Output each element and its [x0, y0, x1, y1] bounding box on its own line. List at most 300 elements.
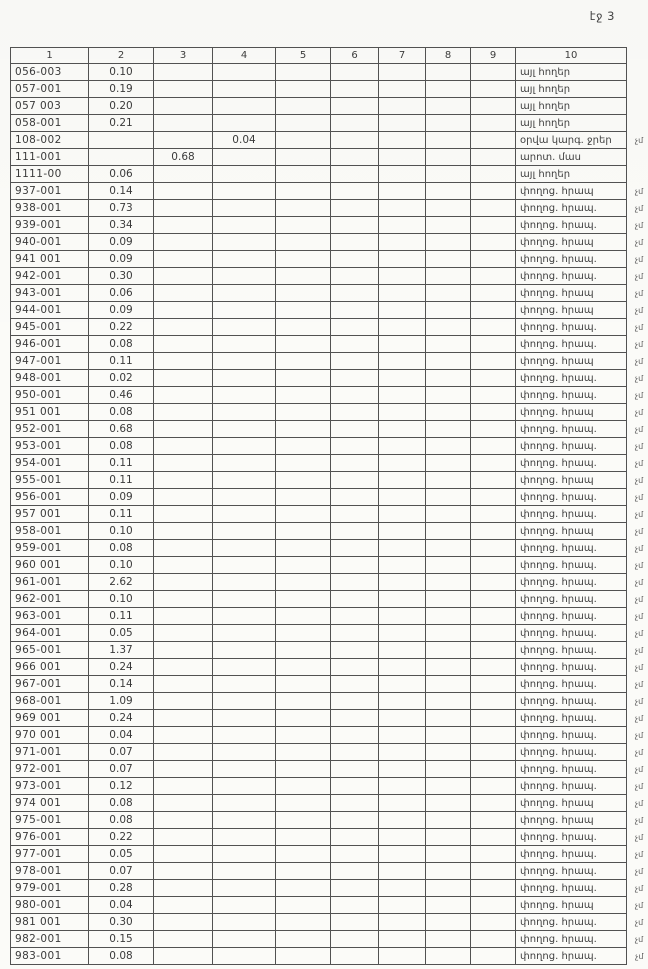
column-header-1: 1: [11, 48, 89, 64]
cell-margin-note: չմ: [634, 203, 644, 213]
cell-value-5: [276, 642, 331, 659]
cell-parcel-code: 944-001: [11, 302, 89, 319]
cell-landuse: փողոց. հրապ.: [516, 251, 627, 268]
table-row: [11, 506, 648, 523]
table-row: [11, 64, 648, 81]
cell-parcel-code: 965-001: [11, 642, 89, 659]
cell-value-4: [213, 353, 276, 370]
cell-landuse: փողոց. հրապ.: [516, 863, 627, 880]
cell-value-4: [213, 506, 276, 523]
cell-value-8: [426, 659, 471, 676]
cell-value-9: [471, 336, 516, 353]
cell-value-5: [276, 149, 331, 166]
cell-parcel-code: 976-001: [11, 829, 89, 846]
cell-landuse: փողոց. հրապ: [516, 302, 627, 319]
cell-value-3: [154, 115, 213, 132]
cell-value-4: [213, 812, 276, 829]
cell-landuse: փողոց. հրապ.: [516, 387, 627, 404]
cell-value-3: [154, 591, 213, 608]
cell-value-2: 1.37: [89, 642, 154, 659]
cell-value-3: [154, 183, 213, 200]
cell-value-7: [379, 336, 426, 353]
cell-value-3: [154, 863, 213, 880]
cell-value-4: [213, 149, 276, 166]
cell-value-2: 0.05: [89, 846, 154, 863]
cell-value-2: 0.11: [89, 455, 154, 472]
cell-value-9: [471, 285, 516, 302]
cell-parcel-code: 950-001: [11, 387, 89, 404]
cell-value-8: [426, 744, 471, 761]
cell-value-8: [426, 693, 471, 710]
cell-value-3: [154, 761, 213, 778]
cell-value-5: [276, 285, 331, 302]
cell-value-7: [379, 421, 426, 438]
cell-value-4: [213, 115, 276, 132]
table-row: [11, 336, 648, 353]
cell-value-6: [331, 659, 379, 676]
cell-value-4: [213, 710, 276, 727]
cell-landuse: փողոց. հրապ: [516, 285, 627, 302]
cell-value-4: [213, 846, 276, 863]
cell-value-5: [276, 591, 331, 608]
cell-value-4: [213, 285, 276, 302]
cell-value-5: [276, 302, 331, 319]
cell-margin-note: չմ: [634, 679, 644, 689]
table-row: [11, 302, 648, 319]
cell-value-9: [471, 693, 516, 710]
cell-value-7: [379, 642, 426, 659]
cell-value-8: [426, 948, 471, 965]
cell-value-9: [471, 149, 516, 166]
cell-value-6: [331, 727, 379, 744]
cell-value-7: [379, 64, 426, 81]
cell-value-4: [213, 523, 276, 540]
cell-value-4: [213, 761, 276, 778]
cell-landuse: փողոց. հրապ.: [516, 948, 627, 965]
cell-value-5: [276, 574, 331, 591]
column-header-4: 4: [213, 48, 276, 64]
cell-value-2: 0.06: [89, 285, 154, 302]
cell-value-7: [379, 591, 426, 608]
cell-margin-note: չմ: [634, 237, 644, 247]
cell-margin-note: չմ: [634, 747, 644, 757]
cell-value-7: [379, 200, 426, 217]
cell-value-7: [379, 625, 426, 642]
cell-value-2: 2.62: [89, 574, 154, 591]
cell-value-5: [276, 846, 331, 863]
cell-value-5: [276, 829, 331, 846]
cell-value-4: [213, 625, 276, 642]
cell-value-6: [331, 897, 379, 914]
cell-value-5: [276, 608, 331, 625]
cell-value-2: 0.07: [89, 744, 154, 761]
cell-value-2: 0.22: [89, 319, 154, 336]
cell-value-5: [276, 387, 331, 404]
cell-landuse: փողոց. հրապ.: [516, 710, 627, 727]
cell-margin-note: չմ: [634, 186, 644, 196]
cell-value-9: [471, 506, 516, 523]
cell-margin-note: չմ: [634, 220, 644, 230]
cell-landuse: փողոց. հրապ: [516, 234, 627, 251]
cell-value-8: [426, 234, 471, 251]
cell-value-7: [379, 812, 426, 829]
cell-value-9: [471, 404, 516, 421]
cell-value-4: [213, 659, 276, 676]
cell-margin-note: չմ: [634, 611, 644, 621]
cell-value-3: [154, 506, 213, 523]
cell-value-6: [331, 812, 379, 829]
cell-value-6: [331, 676, 379, 693]
cell-margin-note: [627, 166, 648, 183]
cell-value-7: [379, 676, 426, 693]
cell-margin-note: չմ: [634, 594, 644, 604]
cell-value-6: [331, 574, 379, 591]
cell-parcel-code: 1111-00: [11, 166, 89, 183]
cell-value-8: [426, 370, 471, 387]
header-row: [11, 48, 648, 64]
cell-value-6: [331, 268, 379, 285]
cell-parcel-code: 958-001: [11, 523, 89, 540]
cell-value-5: [276, 931, 331, 948]
cell-value-4: [213, 319, 276, 336]
cell-value-9: [471, 897, 516, 914]
column-header-10: 10: [516, 48, 627, 64]
cell-value-8: [426, 778, 471, 795]
cell-value-4: [213, 914, 276, 931]
cell-parcel-code: 938-001: [11, 200, 89, 217]
cell-value-8: [426, 472, 471, 489]
cell-value-6: [331, 710, 379, 727]
cell-landuse: փողոց. հրապ.: [516, 557, 627, 574]
cell-margin-note: չմ: [634, 509, 644, 519]
cell-value-2: 0.22: [89, 829, 154, 846]
cell-landuse: օրվա կարգ. ջրեր: [516, 132, 627, 149]
cell-value-2: 0.73: [89, 200, 154, 217]
cell-value-3: [154, 132, 213, 149]
cell-value-9: [471, 319, 516, 336]
cell-parcel-code: 983-001: [11, 948, 89, 965]
cell-margin-note: չմ: [635, 951, 644, 961]
table-row: [11, 676, 648, 693]
cell-parcel-code: 970 001: [11, 727, 89, 744]
cell-value-6: [331, 523, 379, 540]
cell-value-5: [276, 166, 331, 183]
cell-value-5: [276, 523, 331, 540]
cell-value-6: [331, 115, 379, 132]
cell-value-3: [154, 897, 213, 914]
cell-value-7: [379, 778, 426, 795]
cell-value-7: [379, 268, 426, 285]
cell-value-8: [426, 149, 471, 166]
cell-value-3: [154, 557, 213, 574]
cell-value-2: 0.46: [89, 387, 154, 404]
cell-value-2: [89, 149, 154, 166]
cell-margin-note: չմ: [634, 781, 644, 791]
cell-parcel-code: 952-001: [11, 421, 89, 438]
cell-value-4: [213, 863, 276, 880]
cell-value-4: [213, 234, 276, 251]
cell-landuse: փողոց. հրապ.: [516, 914, 627, 931]
cell-value-7: [379, 557, 426, 574]
cell-value-7: [379, 829, 426, 846]
cell-value-5: [276, 64, 331, 81]
cell-landuse: փողոց. հրապ.: [516, 761, 627, 778]
cell-value-3: [154, 625, 213, 642]
cell-margin-note: [627, 115, 648, 132]
cell-landuse: փողոց. հրապ.: [516, 625, 627, 642]
cell-value-9: [471, 744, 516, 761]
cell-value-9: [471, 353, 516, 370]
cell-value-2: 0.04: [89, 727, 154, 744]
cell-value-7: [379, 608, 426, 625]
table-row: [11, 608, 648, 625]
cell-margin-note: չմ: [634, 526, 644, 536]
cell-value-6: [331, 336, 379, 353]
column-header-6: 6: [331, 48, 379, 64]
cell-value-5: [276, 455, 331, 472]
cell-value-5: [276, 489, 331, 506]
cell-landuse: այլ հողեր: [516, 81, 627, 98]
cell-value-7: [379, 761, 426, 778]
table-row: [11, 285, 648, 302]
cell-value-9: [471, 914, 516, 931]
cell-value-9: [471, 659, 516, 676]
cell-parcel-code: 057 003: [11, 98, 89, 115]
cell-value-7: [379, 302, 426, 319]
cell-value-8: [426, 710, 471, 727]
cell-value-2: 0.10: [89, 523, 154, 540]
cell-margin-note: չմ: [634, 900, 644, 910]
cell-value-4: [213, 557, 276, 574]
table-row: [11, 693, 648, 710]
cell-value-3: [154, 710, 213, 727]
table-row: [11, 404, 648, 421]
cell-value-3: [154, 268, 213, 285]
cell-value-9: [471, 438, 516, 455]
cell-parcel-code: 942-001: [11, 268, 89, 285]
cell-parcel-code: 056-003: [11, 64, 89, 81]
cell-value-7: [379, 81, 426, 98]
cell-value-3: [154, 370, 213, 387]
cell-value-5: [276, 710, 331, 727]
cell-value-7: [379, 523, 426, 540]
cell-value-8: [426, 81, 471, 98]
cell-value-5: [276, 948, 331, 965]
cell-value-9: [471, 200, 516, 217]
cell-margin-note: [627, 149, 648, 166]
cell-value-3: [154, 319, 213, 336]
cell-value-8: [426, 523, 471, 540]
cell-value-5: [276, 200, 331, 217]
cell-value-3: [154, 693, 213, 710]
cell-value-9: [471, 268, 516, 285]
table-row: [11, 710, 648, 727]
cell-parcel-code: 973-001: [11, 778, 89, 795]
cell-value-4: [213, 642, 276, 659]
cell-value-2: 0.30: [89, 268, 154, 285]
cell-value-3: [154, 387, 213, 404]
cell-parcel-code: 966 001: [11, 659, 89, 676]
cell-parcel-code: 979-001: [11, 880, 89, 897]
table-row: [11, 761, 648, 778]
cell-value-6: [331, 557, 379, 574]
cell-value-4: [213, 455, 276, 472]
table-row: [11, 880, 648, 897]
cell-value-5: [276, 659, 331, 676]
cell-value-5: [276, 880, 331, 897]
cell-landuse: փողոց. հրապ.: [516, 268, 627, 285]
cell-value-8: [426, 829, 471, 846]
cell-value-9: [471, 727, 516, 744]
cell-value-8: [426, 574, 471, 591]
cell-value-5: [276, 727, 331, 744]
cell-value-5: [276, 795, 331, 812]
cell-value-7: [379, 506, 426, 523]
cell-value-2: 0.08: [89, 336, 154, 353]
cell-value-4: [213, 166, 276, 183]
cell-landuse: փողոց. հրապ.: [516, 540, 627, 557]
cell-value-5: [276, 557, 331, 574]
cell-value-4: [213, 574, 276, 591]
table-row: [11, 574, 648, 591]
cell-value-2: 0.15: [89, 931, 154, 948]
cell-value-7: [379, 132, 426, 149]
cell-value-9: [471, 540, 516, 557]
cell-margin-note: չմ: [634, 662, 644, 672]
cell-value-7: [379, 455, 426, 472]
cell-value-7: [379, 251, 426, 268]
cell-value-5: [276, 251, 331, 268]
cell-value-3: [154, 421, 213, 438]
cell-value-8: [426, 268, 471, 285]
cell-margin-note: չմ: [634, 458, 644, 468]
cell-margin-note: չմ: [634, 917, 644, 927]
cell-value-7: [379, 234, 426, 251]
cell-value-3: [154, 642, 213, 659]
cell-value-6: [331, 64, 379, 81]
cell-landuse: փողոց. հրապ.: [516, 200, 627, 217]
cell-value-8: [426, 897, 471, 914]
cell-value-4: [213, 251, 276, 268]
cell-value-7: [379, 387, 426, 404]
cell-value-6: [331, 166, 379, 183]
cell-value-9: [471, 557, 516, 574]
cell-value-4: [213, 829, 276, 846]
table-row: [11, 897, 648, 914]
cell-value-3: [154, 948, 213, 965]
cell-value-2: 0.08: [89, 948, 154, 965]
cell-landuse: փողոց. հրապ: [516, 353, 627, 370]
cell-value-6: [331, 438, 379, 455]
cell-value-8: [426, 625, 471, 642]
cell-value-4: [213, 608, 276, 625]
cell-margin-note: չմ: [634, 832, 644, 842]
cell-landuse: փողոց. հրապ.: [516, 727, 627, 744]
cell-value-8: [426, 931, 471, 948]
cell-value-3: [154, 472, 213, 489]
cell-value-6: [331, 455, 379, 472]
cell-value-6: [331, 863, 379, 880]
cell-value-2: 0.20: [89, 98, 154, 115]
cell-parcel-code: 953-001: [11, 438, 89, 455]
cell-value-3: [154, 98, 213, 115]
cell-value-8: [426, 642, 471, 659]
cell-value-5: [276, 897, 331, 914]
cell-landuse: փողոց. հրապ: [516, 523, 627, 540]
cell-value-4: [213, 931, 276, 948]
cell-value-8: [426, 846, 471, 863]
cell-margin-note: չմ: [634, 866, 644, 876]
cell-value-7: [379, 693, 426, 710]
cell-value-9: [471, 863, 516, 880]
cell-parcel-code: 108-002: [11, 132, 89, 149]
cell-margin-note: չմ: [634, 543, 644, 553]
cell-value-6: [331, 540, 379, 557]
cell-value-3: [154, 931, 213, 948]
cell-margin-note: չմ: [634, 356, 644, 366]
cell-parcel-code: 111-001: [11, 149, 89, 166]
cell-parcel-code: 058-001: [11, 115, 89, 132]
cell-margin-note: չմ: [634, 628, 644, 638]
cell-value-4: [213, 693, 276, 710]
cell-value-4: [213, 183, 276, 200]
cell-value-4: [213, 98, 276, 115]
cell-parcel-code: 943-001: [11, 285, 89, 302]
cell-value-9: [471, 625, 516, 642]
cell-value-5: [276, 812, 331, 829]
cell-value-9: [471, 183, 516, 200]
cell-value-6: [331, 693, 379, 710]
table-row: [11, 540, 648, 557]
cell-value-6: [331, 642, 379, 659]
cell-value-4: 0.04: [213, 132, 276, 149]
cell-value-8: [426, 880, 471, 897]
cell-value-6: [331, 370, 379, 387]
cell-parcel-code: 972-001: [11, 761, 89, 778]
cell-value-9: [471, 676, 516, 693]
cell-value-6: [331, 387, 379, 404]
cell-landuse: փողոց. հրապ.: [516, 421, 627, 438]
cell-value-9: [471, 132, 516, 149]
table-row: [11, 268, 648, 285]
table-row: [11, 557, 648, 574]
cell-landuse: փողոց. հրապ.: [516, 608, 627, 625]
cell-value-7: [379, 353, 426, 370]
cell-margin-note: չմ: [634, 798, 644, 808]
cell-value-4: [213, 727, 276, 744]
cell-value-3: [154, 489, 213, 506]
table-row: [11, 132, 648, 149]
cell-value-8: [426, 727, 471, 744]
cell-value-7: [379, 659, 426, 676]
cell-value-4: [213, 387, 276, 404]
cell-value-5: [276, 506, 331, 523]
cell-value-4: [213, 880, 276, 897]
cell-parcel-code: 954-001: [11, 455, 89, 472]
table-row: [11, 455, 648, 472]
cell-value-8: [426, 115, 471, 132]
cell-value-8: [426, 421, 471, 438]
cell-value-2: 0.10: [89, 557, 154, 574]
cell-value-3: [154, 438, 213, 455]
table-row: [11, 472, 648, 489]
cell-value-8: [426, 455, 471, 472]
cell-value-5: [276, 625, 331, 642]
cell-value-9: [471, 217, 516, 234]
cell-landuse: փողոց. հրապ.: [516, 489, 627, 506]
cell-value-2: 0.11: [89, 608, 154, 625]
cell-value-5: [276, 336, 331, 353]
